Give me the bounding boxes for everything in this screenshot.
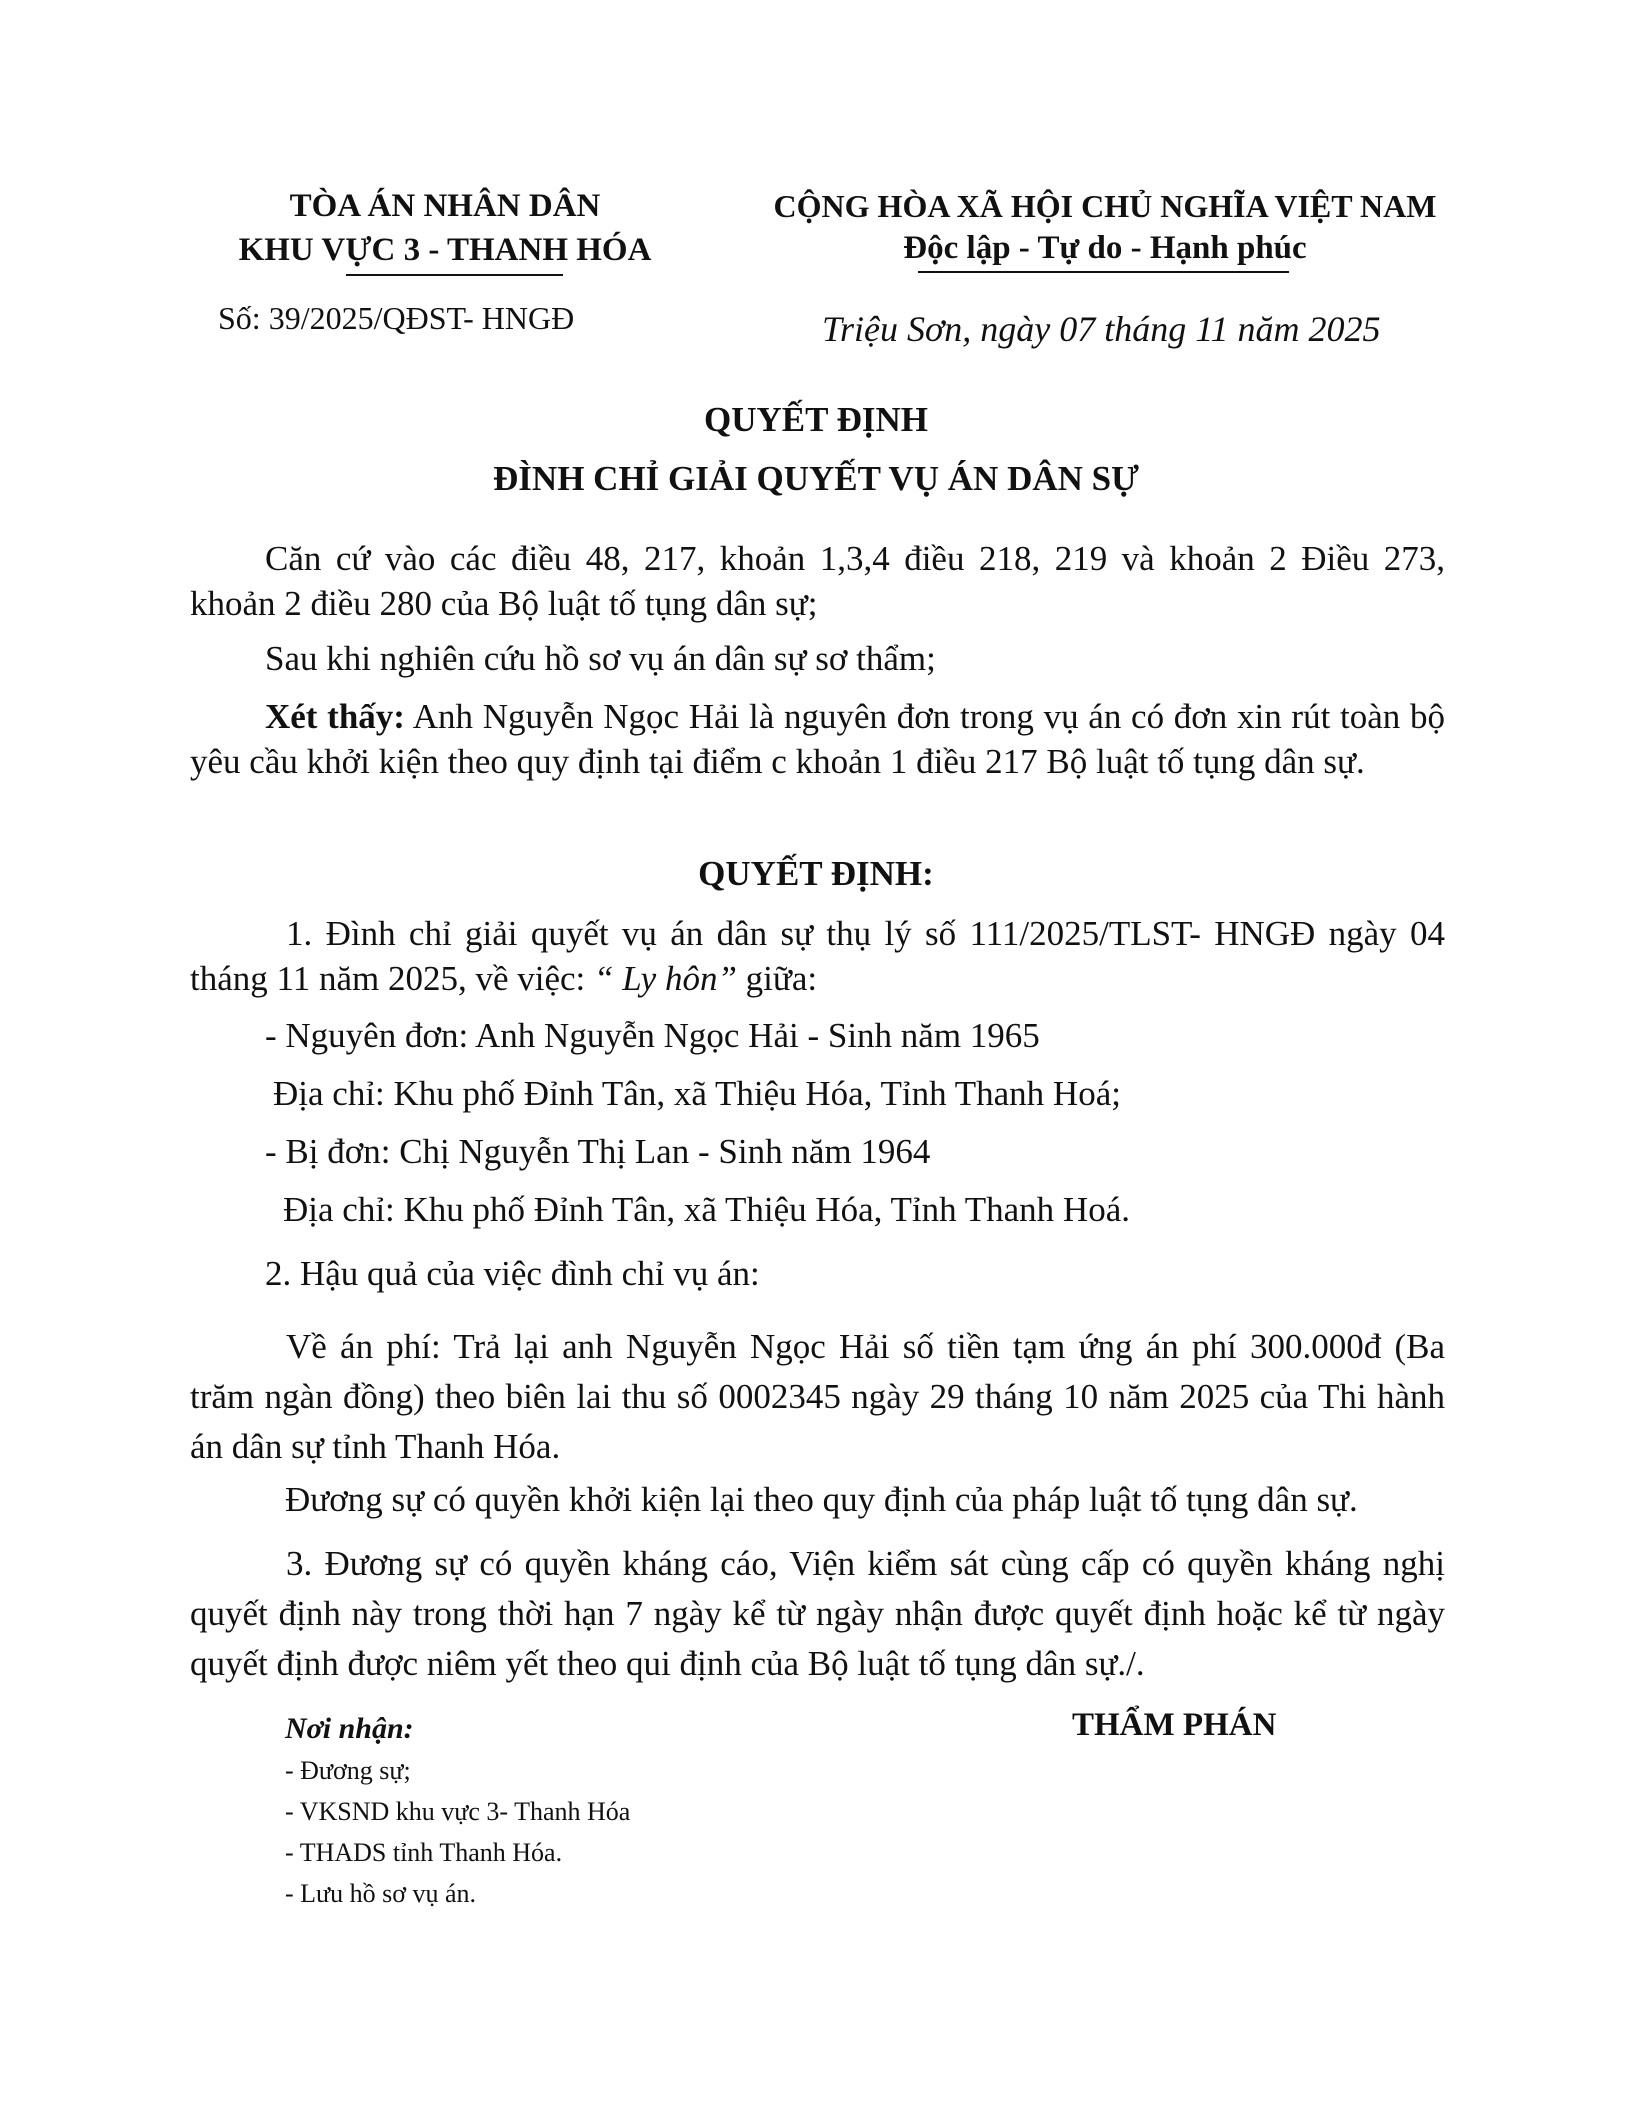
place-and-date: Triệu Sơn, ngày 07 tháng 11 năm 2025 [822, 309, 1381, 349]
recipient-item: - VKSND khu vực 3- Thanh Hóa [285, 1797, 631, 1826]
signature-title: THẨM PHÁN [1072, 1707, 1277, 1743]
court-name-line1: TÒA ÁN NHÂN DÂN [289, 188, 601, 224]
legal-basis-text: Căn cứ vào các điều 48, 217, khoản 1,3,4 điều 218, 219 và khoản 2 Điều 273, khoản 2 điều 280 của Bộ luật tố tụng dân sự; [190, 539, 1445, 623]
after-review [190, 636, 1445, 681]
legal-basis [190, 536, 1445, 626]
decision-item-3-text: 3. Đương sự có quyền kháng cáo, Viện kiểm sát cùng cấp có quyền kháng nghị quyết định này trong thời hạn 7 ngày kể từ ngày nhận được quyết định hoặc kể từ ngày quyết định được niêm yết theo qui định của Bộ luật tố tụng dân sự./. [190, 1544, 1445, 1683]
decision-item-2-heading: 2. Hậu quả của việc đình chỉ vụ án: [265, 1254, 760, 1293]
national-title: CỘNG HÒA XÃ HỘI CHỦ NGHĨA VIỆT NAM [773, 188, 1437, 224]
document-subtitle: ĐÌNH CHỈ GIẢI QUYẾT VỤ ÁN DÂN SỰ [493, 459, 1139, 498]
considering-label: Xét thấy: [265, 697, 405, 736]
recipient-item: - Lưu hồ sơ vụ án. [285, 1879, 477, 1908]
decision-item-1-text: 1. Đình chỉ giải quyết vụ án dân sự thụ lý số 111/2025/TLST- HNGĐ ngày 04 tháng 11 năm 2025, về việc: [190, 914, 1445, 998]
national-motto: Độc lập - Tự do - Hạnh phúc [903, 230, 1307, 266]
recipients-label: Nơi nhận: [285, 1712, 414, 1745]
after-review-text: Sau khi nghiên cứu hồ sơ vụ án dân sự sơ thẩm; [265, 639, 936, 678]
considering [190, 694, 1445, 784]
plaintiff-address: Địa chỉ: Khu phố Đỉnh Tân, xã Thiệu Hóa, Tỉnh Thanh Hoá; [273, 1074, 1121, 1113]
national-motto-underline [918, 271, 1289, 273]
decision-item-3 [190, 1539, 1445, 1689]
plaintiff: - Nguyên đơn: Anh Nguyễn Ngọc Hải - Sinh năm 1965 [265, 1016, 1040, 1055]
decision-heading: QUYẾT ĐỊNH: [698, 854, 934, 893]
refile-right: Đương sự có quyền khởi kiện lại theo quy định của pháp luật tố tụng dân sự. [285, 1480, 1358, 1519]
case-type: “ Ly hôn” [594, 959, 737, 998]
decision-item-1-end: giữa: [736, 959, 818, 998]
document-title: QUYẾT ĐỊNH [704, 400, 928, 439]
recipient-item: - THADS tỉnh Thanh Hóa. [285, 1838, 563, 1867]
defendant-address: Địa chỉ: Khu phố Đỉnh Tân, xã Thiệu Hóa, Tỉnh Thanh Hoá. [283, 1190, 1130, 1229]
considering-text: Anh Nguyễn Ngọc Hải là nguyên đơn trong vụ án có đơn xin rút toàn bộ yêu cầu khởi kiện theo quy định tại điểm c khoản 1 điều 217 Bộ luật tố tụng dân sự. [190, 697, 1446, 781]
defendant: - Bị đơn: Chị Nguyễn Thị Lan - Sinh năm 1964 [265, 1132, 931, 1171]
recipient-item: - Đương sự; [285, 1756, 411, 1785]
court-fee [190, 1322, 1445, 1472]
court-fee-text: Về án phí: Trả lại anh Nguyễn Ngọc Hải số tiền tạm ứng án phí 300.000đ (Ba trăm ngàn đồng) theo biên lai thu số 0002345 ngày 29 tháng 10 năm 2025 của Thi hành án dân sự tỉnh Thanh Hóa. [190, 1327, 1445, 1466]
court-name-line2: KHU VỰC 3 - THANH HÓA [238, 232, 652, 268]
decision-item-1 [190, 911, 1445, 1001]
document-number: Số: 39/2025/QĐST- HNGĐ [218, 300, 575, 336]
court-name-underline [346, 274, 563, 276]
